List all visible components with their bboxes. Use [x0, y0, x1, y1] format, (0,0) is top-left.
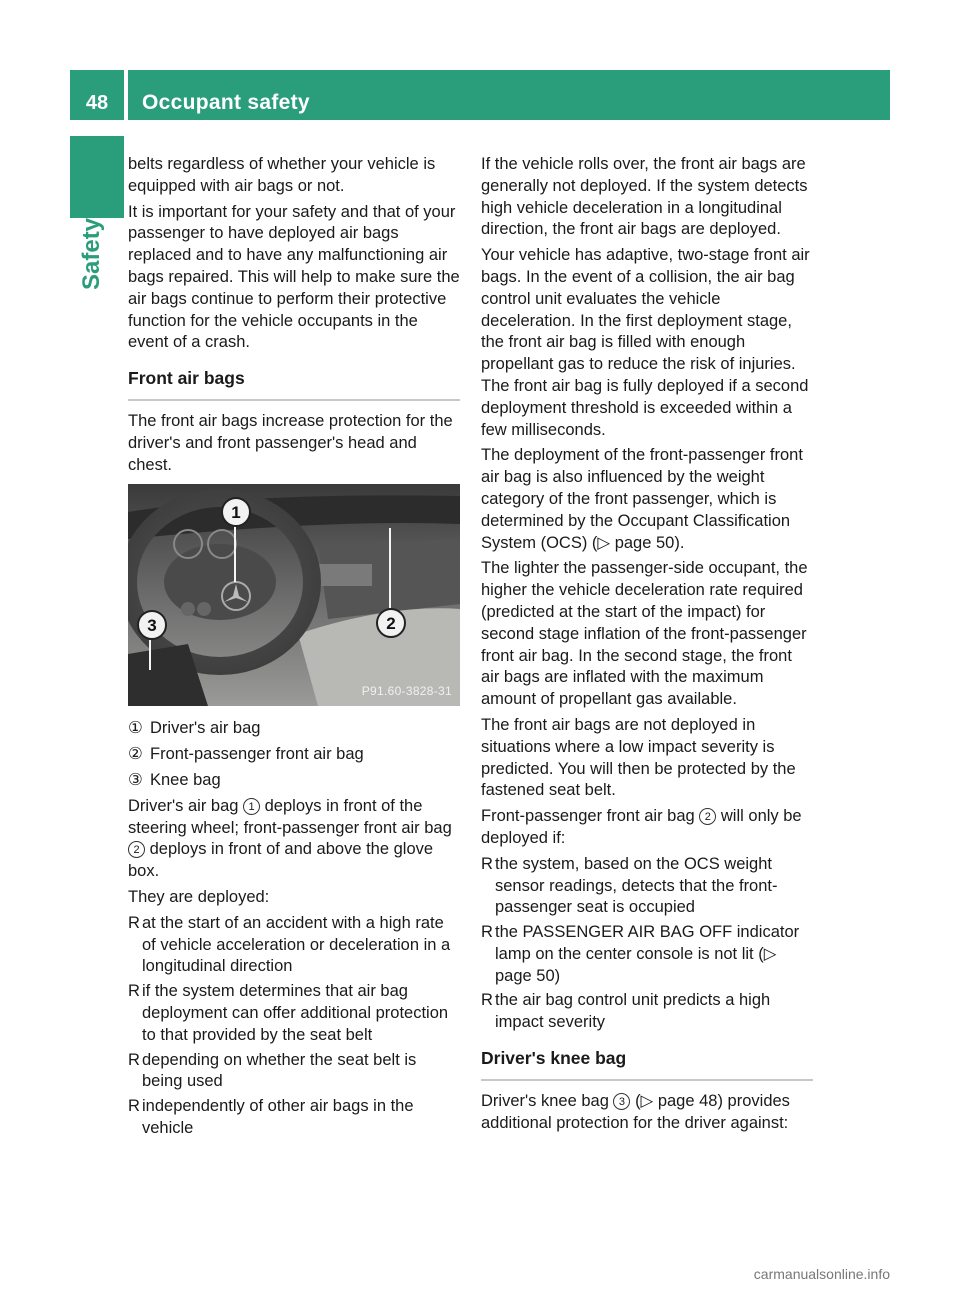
list-item: [481, 922, 813, 987]
bullet-mark: R: [128, 1097, 140, 1116]
bullet-mark: R: [128, 982, 140, 1001]
text-run: Driver's air bag: [128, 796, 239, 815]
paragraph: The front air bags increase protection for the driver's and front passenger's head and chest.: [128, 411, 453, 474]
section-heading-knee-bag: Driver's knee bag: [481, 1048, 813, 1081]
figure-code: P91.60-3828-31: [361, 683, 452, 698]
text-run: deploys in front of and above the glove box.: [128, 840, 434, 881]
legend-text: Knee bag: [150, 770, 221, 789]
legend-item: [128, 770, 460, 792]
list-item-text: the system, based on the OCS weight sensor readings, detects that the front-passenger seat is occupied: [495, 854, 778, 917]
paragraph: The lighter the passenger-side occupant, the higher the vehicle deceleration rate required (predicted at the start of the impact) for second stage inflation of the front-passenger front air bag. In the second stage, the front air bags are inflated with the maximum amount of propellant gas available.: [481, 559, 808, 709]
text-run: will only be deployed if:: [481, 807, 802, 847]
paragraph: [481, 1091, 813, 1135]
list-item: [128, 981, 460, 1046]
legend-item: [128, 718, 460, 740]
legend-number: ②: [128, 745, 143, 764]
bullet-mark: R: [481, 991, 493, 1010]
legend-text: Front-passenger front air bag: [150, 745, 364, 764]
watermark: carmanualsonline.info: [753, 1266, 890, 1282]
legend-number: ①: [128, 719, 143, 738]
list-item-text: the air bag control unit predicts a high impact severity: [495, 991, 771, 1032]
page-header: [70, 70, 890, 120]
intro-paragraph: belts regardless of whether your vehicle is equipped with air bags or not.: [128, 155, 436, 195]
list-item-text: the PASSENGER AIR BAG OFF indicator lamp on the center console is not lit (▷ page 50): [495, 923, 800, 985]
text-run: deploys in front of the steering wheel; front-passenger front air bag: [128, 796, 452, 837]
list-item: [481, 854, 813, 919]
right-column: [481, 154, 813, 1138]
list-item-text: if the system determines that air bag deployment can offer additional protection to that provided by the seat belt: [142, 982, 449, 1044]
callout-ref-3: 3: [613, 1093, 630, 1110]
callout-ref-2: 2: [699, 808, 716, 825]
callout-2: 2: [376, 608, 406, 638]
list-item-text: depending on whether the seat belt is being used: [142, 1050, 417, 1091]
paragraph: If the vehicle rolls over, the front air bags are generally not deployed. If the system detects high vehicle deceleration in a longitudinal direction, the front air bags are deployed.: [481, 155, 808, 239]
paragraph: It is important for your safety and that of your passenger to have deployed air bags replaced and to have any malfunctioning air bags repaired. This will help to make sure the air bags continue to perform their protective function for the vehicle occupants in the event of a crash.: [128, 202, 460, 352]
list-item: [128, 1096, 460, 1140]
legend-number: ③: [128, 770, 143, 789]
cockpit-figure: [128, 484, 460, 706]
bullet-mark: R: [128, 913, 140, 932]
paragraph: [481, 806, 813, 850]
legend-item: [128, 744, 460, 766]
paragraph: They are deployed:: [128, 887, 270, 906]
callout-ref-1: 1: [243, 798, 260, 815]
list-item-text: independently of other air bags in the vehicle: [142, 1097, 414, 1137]
section-label: Safety: [78, 217, 105, 290]
section-heading-front-air-bags: Front air bags: [128, 368, 460, 401]
paragraph: Your vehicle has adaptive, two-stage front air bags. In the event of a collision, the air bag control unit evaluates the vehicle deceleration. In the first deployment stage, the front air bag is filled with enough propellant gas to reduce the risk of injuries. The front air bag is fully deployed if a second deployment threshold is exceeded within a few milliseconds.: [481, 246, 810, 439]
callout-3: 3: [137, 610, 167, 640]
text-run: Front-passenger front air bag: [481, 807, 695, 826]
left-column: [128, 154, 460, 1143]
page-title: Occupant safety: [142, 91, 310, 114]
list-item-text: at the start of an accident with a high rate of vehicle acceleration or deceleration in a longitudinal direction: [142, 913, 451, 976]
paragraph: The deployment of the front-passenger front air bag is also influenced by the weight category of the front passenger, which is determined by the Occupant Classification System (OCS) (▷ page 50).: [481, 446, 803, 552]
cockpit-photo: [128, 484, 460, 706]
bullet-mark: R: [481, 923, 493, 942]
legend-text: Driver's air bag: [150, 719, 261, 738]
text-run: Driver's knee bag: [481, 1091, 609, 1110]
section-tab-marker: [70, 136, 124, 218]
paragraph: The front air bags are not deployed in situations where a low impact severity is predicted. You will then be protected by the fastened seat belt.: [481, 715, 796, 800]
page-number: 48: [85, 92, 109, 114]
paragraph: [128, 796, 460, 883]
list-item: [128, 1050, 460, 1094]
text-run: (▷ page 48) provides additional protection for the driver against:: [481, 1091, 790, 1132]
callout-ref-2: 2: [128, 841, 145, 858]
list-item: [128, 913, 460, 978]
header-divider: [124, 70, 128, 120]
bullet-mark: R: [481, 854, 493, 873]
bullet-mark: R: [128, 1050, 140, 1069]
callout-1: 1: [221, 497, 251, 527]
list-item: [481, 990, 813, 1034]
